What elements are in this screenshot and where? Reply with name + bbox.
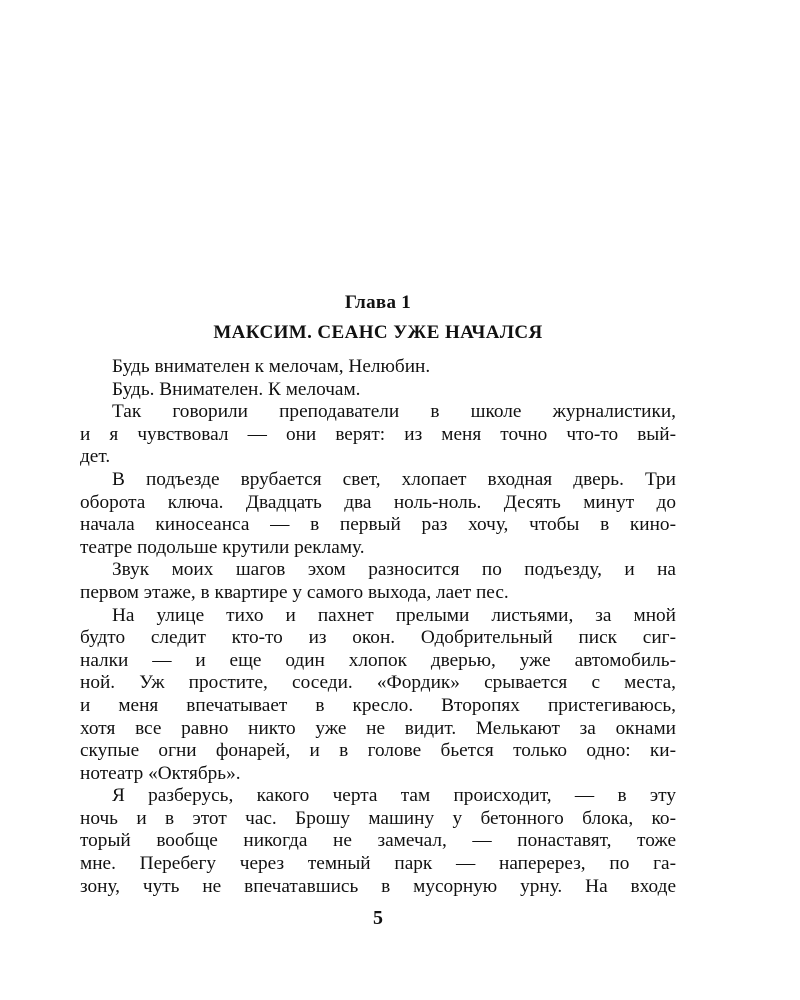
text-line: ной. Уж простите, соседи. «Фордик» срывается с места, — [80, 672, 676, 694]
body-text — [80, 356, 676, 898]
text-line: Будь внимателен к мелочам, Нелюбин. — [112, 356, 431, 377]
text-line: Так говорили преподаватели в школе журналистики, — [112, 401, 676, 423]
text-line: мне. Перебегу через темный парк — наперерез, по га- — [80, 853, 676, 875]
paragraph — [80, 559, 676, 604]
page-number: 5 — [373, 907, 383, 929]
text-line: будто следит кто-то из окон. Одобрительный писк сиг- — [80, 627, 676, 649]
text-line: оборота ключа. Двадцать два ноль-ноль. Десять минут до — [80, 491, 676, 513]
text-line: первом этаже, в квартире у самого выхода, лает пес. — [80, 581, 509, 603]
text-line: скупые огни фонарей, и в голове бьется только одно: ки- — [80, 740, 676, 762]
text-line: Будь. Внимателен. К мелочам. — [112, 378, 361, 400]
text-line: театре подольше крутили рекламу. — [80, 536, 365, 558]
text-line: торый вообще никогда не замечал, — понаставят, тоже — [80, 830, 676, 852]
paragraph — [80, 469, 676, 559]
text-line: В подъезде врубается свет, хлопает входная дверь. Три — [112, 468, 676, 490]
chapter-number: Глава 1 — [344, 292, 412, 313]
text-line: Я разберусь, какого черта там происходит, — в эту — [112, 785, 676, 807]
text-line: ночь и в этот час. Брошу машину у бетонного блока, ко- — [80, 807, 676, 829]
text-line: На улице тихо и пахнет прелыми листьями, за мной — [112, 604, 676, 626]
paragraph — [80, 605, 676, 786]
paragraph — [80, 785, 676, 898]
paragraph — [80, 379, 676, 402]
text-line: нотеатр «Октябрь». — [80, 762, 241, 784]
paragraph — [80, 356, 676, 379]
text-line: начала киносеанса — в первый раз хочу, чтобы в кино- — [80, 514, 676, 536]
text-line: дет. — [80, 446, 111, 468]
text-line: и меня впечатывает в кресло. Второпях пристегиваюсь, — [80, 694, 676, 716]
chapter-title: МАКСИМ. СЕАНС УЖЕ НАЧАЛСЯ — [213, 322, 543, 343]
text-line: хотя все равно никто уже не видит. Мелькают за окнами — [80, 717, 676, 739]
text-line: и я чувствовал — они верят: из меня точно что-то вый- — [80, 423, 676, 445]
text-line: Звук моих шагов эхом разносится по подъезду, и на — [112, 559, 676, 581]
paragraph — [80, 401, 676, 469]
text-line: зону, чуть не впечатавшись в мусорную урну. На входе — [80, 875, 676, 897]
text-line: налки — и еще один хлопок дверью, уже автомобиль- — [80, 649, 676, 671]
